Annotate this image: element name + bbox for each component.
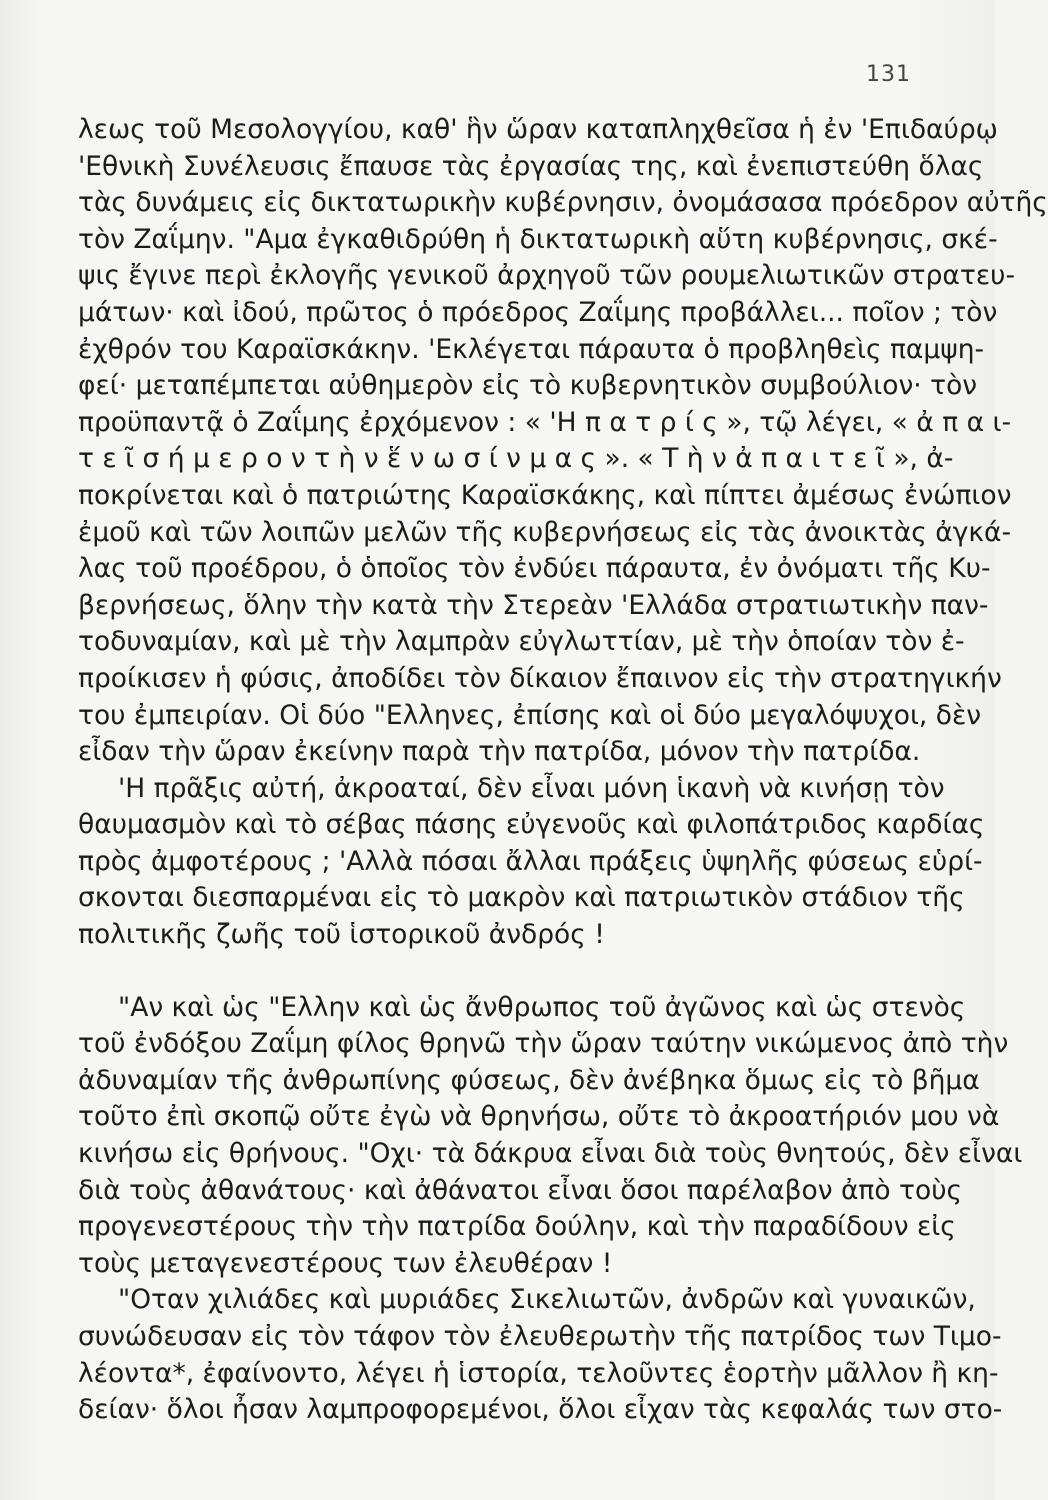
text-line-spaced: τ ε ῖ σ ή μ ε ρ ο ν τ ὴ ν ἕ ν ω σ ί ν μ α ς ». « Τ ὴ ν ἀ π α ι τ ε ῖ », ἀ-	[78, 443, 954, 475]
text-line: συνώδευσαν εἰς τὸν τάφον τὸν ἐλευθερωτὴν τῆς πατρίδος των Τιμο-	[78, 1321, 1002, 1352]
text-line: σκονται διεσπαρμέναι εἰς τὸ μακρὸν καὶ πατριωτικὸν στάδιον τῆς	[78, 882, 965, 914]
text-line: ἐχθρόν του Καραϊσκάκην. 'Εκλέγεται πάραυτα ὁ προβληθεὶς παμψη-	[78, 333, 985, 365]
text-line: προγενεστέρους τὴν τὴν πατρίδα δούλην, καὶ τὴν παραδίδουν εἰς	[78, 1211, 956, 1243]
text-line: πολιτικῆς ζωῆς τοῦ ἱστορικοῦ ἀνδρός !	[78, 919, 605, 951]
text-line: εἶδαν τὴν ὥραν ἐκείνην παρὰ τὴν πατρίδα, μόνον τὴν πατρίδα.	[78, 736, 921, 768]
paragraph-2	[78, 771, 985, 954]
text-line: μάτων· καὶ ἰδού, πρῶτος ὁ πρόεδρος Ζαΐμης προβάλλει... ποῖον ; τὸν	[78, 296, 998, 328]
text-line: λέοντα*, ἐφαίνοντο, λέγει ἡ ἱστορία, τελοῦντες ἑορτὴν μᾶλλον ἢ κη-	[78, 1357, 999, 1389]
text-line: τοῦτο ἐπὶ σκοπῷ οὔτε ἐγὼ νὰ θρηνήσω, οὔτε τὸ ἀκροατήριόν μου νὰ	[78, 1101, 1000, 1133]
text-line: κινήσω εἰς θρήνους. "Οχι· τὰ δάκρυα εἶναι διὰ τοὺς θνητούς, δὲν εἶναι	[78, 1138, 1023, 1170]
text-line: τὰς δυνάμεις εἰς δικτατωρικὴν κυβέρνησιν, ὀνομάσασα πρόεδρον αὐτῆς	[78, 187, 1048, 219]
text-line: φεί· μεταπέμπεται αὐθημερὸν εἰς τὸ κυβερνητικὸν συμβούλιον· τὸν	[78, 370, 978, 402]
text-line: ἀδυναμίαν τῆς ἀνθρωπίνης φύσεως, δὲν ἀνέβηκα ὅμως εἰς τὸ βῆμα	[78, 1064, 980, 1096]
text-line: ἐμοῦ καὶ τῶν λοιπῶν μελῶν τῆς κυβερνήσεως εἰς τὰς ἀνοικτὰς ἀγκά-	[78, 516, 1012, 548]
text-line: βερνήσεως, ὅλην τὴν κατὰ τὴν Στερεὰν 'Ελλάδα στρατιωτικὴν παν-	[78, 589, 989, 621]
paragraph-4	[78, 1282, 1003, 1428]
text-line: θαυμασμὸν καὶ τὸ σέβας πάσης εὐγενοῦς καὶ φιλοπάτριδος καρδίας	[78, 809, 985, 841]
text-line: τοὺς μεταγενεστέρους των ἐλευθέραν !	[78, 1247, 613, 1279]
text-line: προϋπαντᾷ ὁ Ζαΐμης ἐρχόμενον : « 'Η π α τ ρ ί ς », τῷ λέγει, « ἀ π α ι-	[78, 406, 1012, 438]
text-line: τοδυναμίαν, καὶ μὲ τὴν λαμπρὰν εὐγλωττίαν, μὲ τὴν ὁποίαν τὸν ἐ-	[78, 626, 965, 658]
text-line: ποκρίνεται καὶ ὁ πατριώτης Καραϊσκάκης, καὶ πίπτει ἀμέσως ἐνώπιον	[78, 479, 1012, 511]
page-number: 131	[866, 62, 911, 87]
text-line: ψις ἔγινε περὶ ἐκλογῆς γενικοῦ ἀρχηγοῦ τῶν ρουμελιωτικῶν στρατευ-	[78, 260, 1016, 292]
paragraph-3	[78, 990, 1023, 1283]
text-line: 'Εθνικὴ Συνέλευσις ἔπαυσε τὰς ἐργασίας της, καὶ ἐνεπιστεύθη ὅλας	[78, 150, 984, 182]
text-line: λεως τοῦ Μεσολογγίου, καθ' ἣν ὥραν καταπληχθεῖσα ἡ ἐν 'Επιδαύρῳ	[78, 114, 998, 145]
body-text	[78, 112, 1048, 1429]
text-line: προίκισεν ἡ φύσις, ἀποδίδει τὸν δίκαιον ἔπαινον εἰς τὴν στρατηγικήν	[78, 662, 1002, 694]
text-line: του ἐμπειρίαν. Οἱ δύο "Ελληνες, ἐπίσης καὶ οἱ δύο μεγαλόψυχοι, δὲν	[78, 699, 982, 731]
text-line: πρὸς ἀμφοτέρους ; 'Αλλὰ πόσαι ἄλλαι πράξεις ὑψηλῆς φύσεως εὑρί-	[78, 845, 983, 877]
paragraph-gap	[78, 954, 893, 990]
text-line: δείαν· ὅλοι ἦσαν λαμπροφορεμένοι, ὅλοι εἶχαν τὰς κεφαλάς των στο-	[78, 1394, 1003, 1426]
text-line: "Οταν χιλιάδες καὶ μυριάδες Σικελιωτῶν, ἀνδρῶν καὶ γυναικῶν,	[118, 1284, 976, 1316]
text-line: τοῦ ἐνδόξου Ζαΐμη φίλος θρηνῶ τὴν ὥραν ταύτην νικώμενος ἀπὸ τὴν	[78, 1028, 1009, 1060]
text-line: διὰ τοὺς ἀθανάτους· καὶ ἀθάνατοι εἶναι ὅσοι παρέλαβον ἀπὸ τοὺς	[78, 1174, 963, 1206]
paragraph-1	[78, 112, 1048, 771]
text-line: λας τοῦ προέδρου, ὁ ὁποῖος τὸν ἐνδύει πάραυτα, ἐν ὀνόματι τῆς Κυ-	[78, 553, 991, 585]
text-line: τὸν Ζαΐμην. "Αμα ἐγκαθιδρύθη ἡ δικτατωρικὴ αὕτη κυβέρνησις, σκέ-	[78, 223, 998, 255]
text-line: "Αν καὶ ὡς "Ελλην καὶ ὡς ἄνθρωπος τοῦ ἀγῶνος καὶ ὡς στενὸς	[118, 991, 966, 1023]
text-line: 'Η πρᾶξις αὐτή, ἀκροαταί, δὲν εἶναι μόνη ἱκανὴ νὰ κινήσῃ τὸν	[118, 772, 945, 804]
